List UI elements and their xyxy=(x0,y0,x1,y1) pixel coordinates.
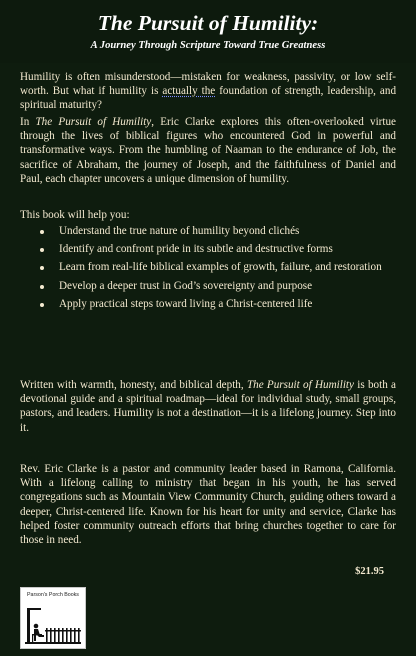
closing-book-title: The Pursuit of Humility xyxy=(246,379,354,391)
bullet-icon xyxy=(40,248,44,252)
bullet-icon xyxy=(40,303,44,307)
author-bio: Rev. Eric Clarke is a pastor and community leader based in Ramona, California. With a lifelong calling to ministry that began in his youth, he has served congregations such as Mountain View Community Church, guiding others toward a deeper, Christ-centered life. Known for his heart for unity and service, Clarke has helped foster community outreach efforts that bring churches together to care for those in need. xyxy=(20,463,396,547)
closing-paragraph xyxy=(20,378,396,435)
book-title: The Pursuit of Humility: xyxy=(97,11,319,35)
list-item-text: Develop a deeper trust in God’s sovereignty and purpose xyxy=(59,279,313,292)
closing-text-a: Written with warmth, honesty, and biblical depth, xyxy=(20,379,247,391)
intro-text-highlight: actually the xyxy=(162,85,216,98)
description-paragraph xyxy=(20,115,396,186)
intro-paragraph xyxy=(20,70,396,113)
list-item xyxy=(40,261,390,274)
bullet-icon xyxy=(40,285,44,289)
description-text-b: , Eric Clarke explores this often-overlooked virtue through the lives of biblical figures who encountered God in powerful and transformative ways. From the humbling of Naaman to the endurance of Job, the sacrifice of Abraham, the journey of Joseph, and the faithfulness of Daniel and Paul, each chapter uncovers a unique dimension of humility. xyxy=(20,116,396,185)
bullet-icon xyxy=(40,266,44,270)
benefits-list xyxy=(40,225,390,316)
intro-text-a: Humility is often misunderstood—mistaken for weakness, passivity, or low self-worth. But what if humility is xyxy=(20,71,396,98)
list-item xyxy=(40,298,390,311)
bullet-icon xyxy=(40,230,44,234)
list-item xyxy=(40,225,390,238)
description-text-a: In xyxy=(20,116,36,128)
publisher-logo xyxy=(20,587,86,649)
list-item xyxy=(40,280,390,293)
list-item-text: Understand the true nature of humility beyond clichés xyxy=(59,225,300,237)
list-item-text: Apply practical steps toward living a Christ-centered life xyxy=(59,297,313,310)
publisher-logo-text: Parson's Porch Books xyxy=(27,592,79,598)
list-item-text: Identify and confront pride in its subtle and destructive forms xyxy=(59,243,333,256)
price-label: $21.95 xyxy=(355,566,384,577)
book-subtitle: A Journey Through Scripture Toward True Greatness xyxy=(90,40,326,51)
description-book-title: The Pursuit of Humility xyxy=(35,116,152,128)
closing-text-b: is both a devotional guide and a spiritual roadmap—ideal for individual study, small groups, pastors, and leaders. Humility is not a destination—it is a lifelong journey. Step into it. xyxy=(20,379,396,434)
porch-icon xyxy=(21,588,85,648)
list-item xyxy=(40,243,390,256)
list-intro: This book will help you: xyxy=(20,209,130,221)
list-item-text: Learn from real-life biblical examples of growth, failure, and restoration xyxy=(59,261,382,274)
intro-text-c: foundation of strength, leadership, and spiritual maturity? xyxy=(20,85,397,112)
